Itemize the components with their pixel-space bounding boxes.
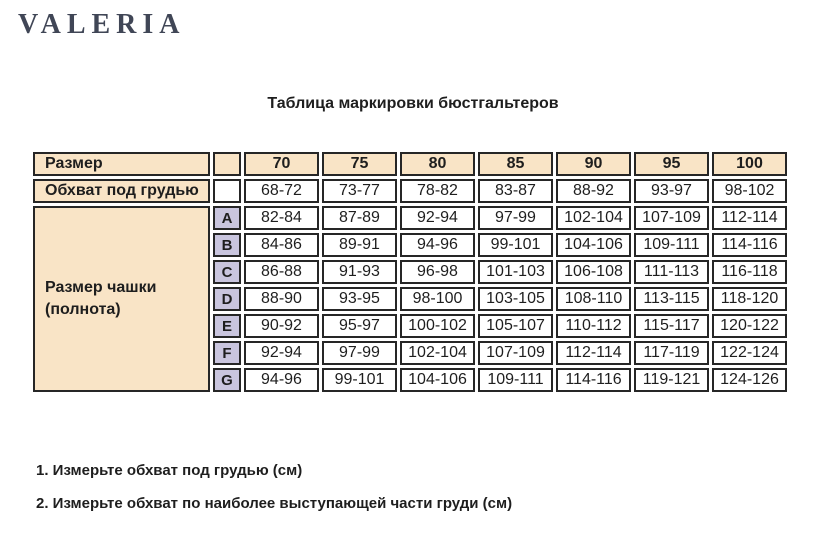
- size-header-70: 70: [244, 152, 319, 176]
- cup-G-size-75: 99-101: [322, 368, 397, 392]
- cup-B-size-100: 114-116: [712, 233, 787, 257]
- cup-E-size-85: 105-107: [478, 314, 553, 338]
- cup-letter-G: G: [213, 368, 241, 392]
- cup-letter-E: E: [213, 314, 241, 338]
- underbust-value-90: 88-92: [556, 179, 631, 203]
- cup-G-size-95: 119-121: [634, 368, 709, 392]
- size-header-95: 95: [634, 152, 709, 176]
- cup-G-size-70: 94-96: [244, 368, 319, 392]
- cup-E-size-95: 115-117: [634, 314, 709, 338]
- spacer-cell-header: [213, 152, 241, 176]
- cup-A-size-95: 107-109: [634, 206, 709, 230]
- cup-B-size-70: 84-86: [244, 233, 319, 257]
- cup-E-size-80: 100-102: [400, 314, 475, 338]
- cup-letter-D: D: [213, 287, 241, 311]
- spacer-cell-underbust: [213, 179, 241, 203]
- instructions-list: [36, 462, 512, 528]
- cup-B-size-95: 109-111: [634, 233, 709, 257]
- cup-F-size-100: 122-124: [712, 341, 787, 365]
- cup-C-size-75: 91-93: [322, 260, 397, 284]
- cup-C-size-90: 106-108: [556, 260, 631, 284]
- cup-A-size-85: 97-99: [478, 206, 553, 230]
- cup-D-size-90: 108-110: [556, 287, 631, 311]
- underbust-row: [33, 179, 787, 203]
- cup-D-size-85: 103-105: [478, 287, 553, 311]
- cup-C-size-80: 96-98: [400, 260, 475, 284]
- size-header-90: 90: [556, 152, 631, 176]
- size-header-80: 80: [400, 152, 475, 176]
- underbust-value-75: 73-77: [322, 179, 397, 203]
- underbust-row-label: Обхват под грудью: [33, 179, 210, 203]
- cup-C-size-95: 111-113: [634, 260, 709, 284]
- page-title: Таблица маркировки бюстгальтеров: [267, 95, 559, 112]
- cup-C-size-85: 101-103: [478, 260, 553, 284]
- cup-letter-A: A: [213, 206, 241, 230]
- cup-F-size-80: 102-104: [400, 341, 475, 365]
- cup-D-size-100: 118-120: [712, 287, 787, 311]
- cup-D-size-70: 88-90: [244, 287, 319, 311]
- cup-A-size-100: 112-114: [712, 206, 787, 230]
- underbust-value-95: 93-97: [634, 179, 709, 203]
- size-header-row: [33, 152, 787, 176]
- cup-E-size-90: 110-112: [556, 314, 631, 338]
- cup-size-label: Размер чашки (полнота): [33, 206, 210, 392]
- instruction-2: 2. Измерьте обхват по наиболее выступающей части груди (см): [36, 495, 513, 512]
- cup-C-size-100: 116-118: [712, 260, 787, 284]
- size-header-75: 75: [322, 152, 397, 176]
- cup-B-size-75: 89-91: [322, 233, 397, 257]
- cup-G-size-90: 114-116: [556, 368, 631, 392]
- underbust-value-80: 78-82: [400, 179, 475, 203]
- brand-logo: VALERIA: [18, 9, 186, 40]
- cup-F-size-95: 117-119: [634, 341, 709, 365]
- underbust-value-70: 68-72: [244, 179, 319, 203]
- cup-E-size-70: 90-92: [244, 314, 319, 338]
- instruction-1: 1. Измерьте обхват под грудью (см): [36, 462, 303, 479]
- cup-F-size-75: 97-99: [322, 341, 397, 365]
- cup-G-size-80: 104-106: [400, 368, 475, 392]
- bra-size-table: [30, 149, 790, 395]
- cup-G-size-85: 109-111: [478, 368, 553, 392]
- cup-B-size-80: 94-96: [400, 233, 475, 257]
- cup-A-size-90: 102-104: [556, 206, 631, 230]
- cup-A-size-70: 82-84: [244, 206, 319, 230]
- cup-letter-B: B: [213, 233, 241, 257]
- cup-letter-C: C: [213, 260, 241, 284]
- cup-D-size-95: 113-115: [634, 287, 709, 311]
- cup-A-size-75: 87-89: [322, 206, 397, 230]
- cup-F-size-85: 107-109: [478, 341, 553, 365]
- cup-row-A: [33, 206, 787, 230]
- cup-B-size-90: 104-106: [556, 233, 631, 257]
- cup-G-size-100: 124-126: [712, 368, 787, 392]
- cup-D-size-80: 98-100: [400, 287, 475, 311]
- size-header-100: 100: [712, 152, 787, 176]
- cup-A-size-80: 92-94: [400, 206, 475, 230]
- size-row-label: Размер: [33, 152, 210, 176]
- underbust-value-100: 98-102: [712, 179, 787, 203]
- cup-D-size-75: 93-95: [322, 287, 397, 311]
- size-header-85: 85: [478, 152, 553, 176]
- cup-letter-F: F: [213, 341, 241, 365]
- cup-F-size-90: 112-114: [556, 341, 631, 365]
- cup-E-size-75: 95-97: [322, 314, 397, 338]
- cup-E-size-100: 120-122: [712, 314, 787, 338]
- cup-F-size-70: 92-94: [244, 341, 319, 365]
- cup-C-size-70: 86-88: [244, 260, 319, 284]
- underbust-value-85: 83-87: [478, 179, 553, 203]
- cup-B-size-85: 99-101: [478, 233, 553, 257]
